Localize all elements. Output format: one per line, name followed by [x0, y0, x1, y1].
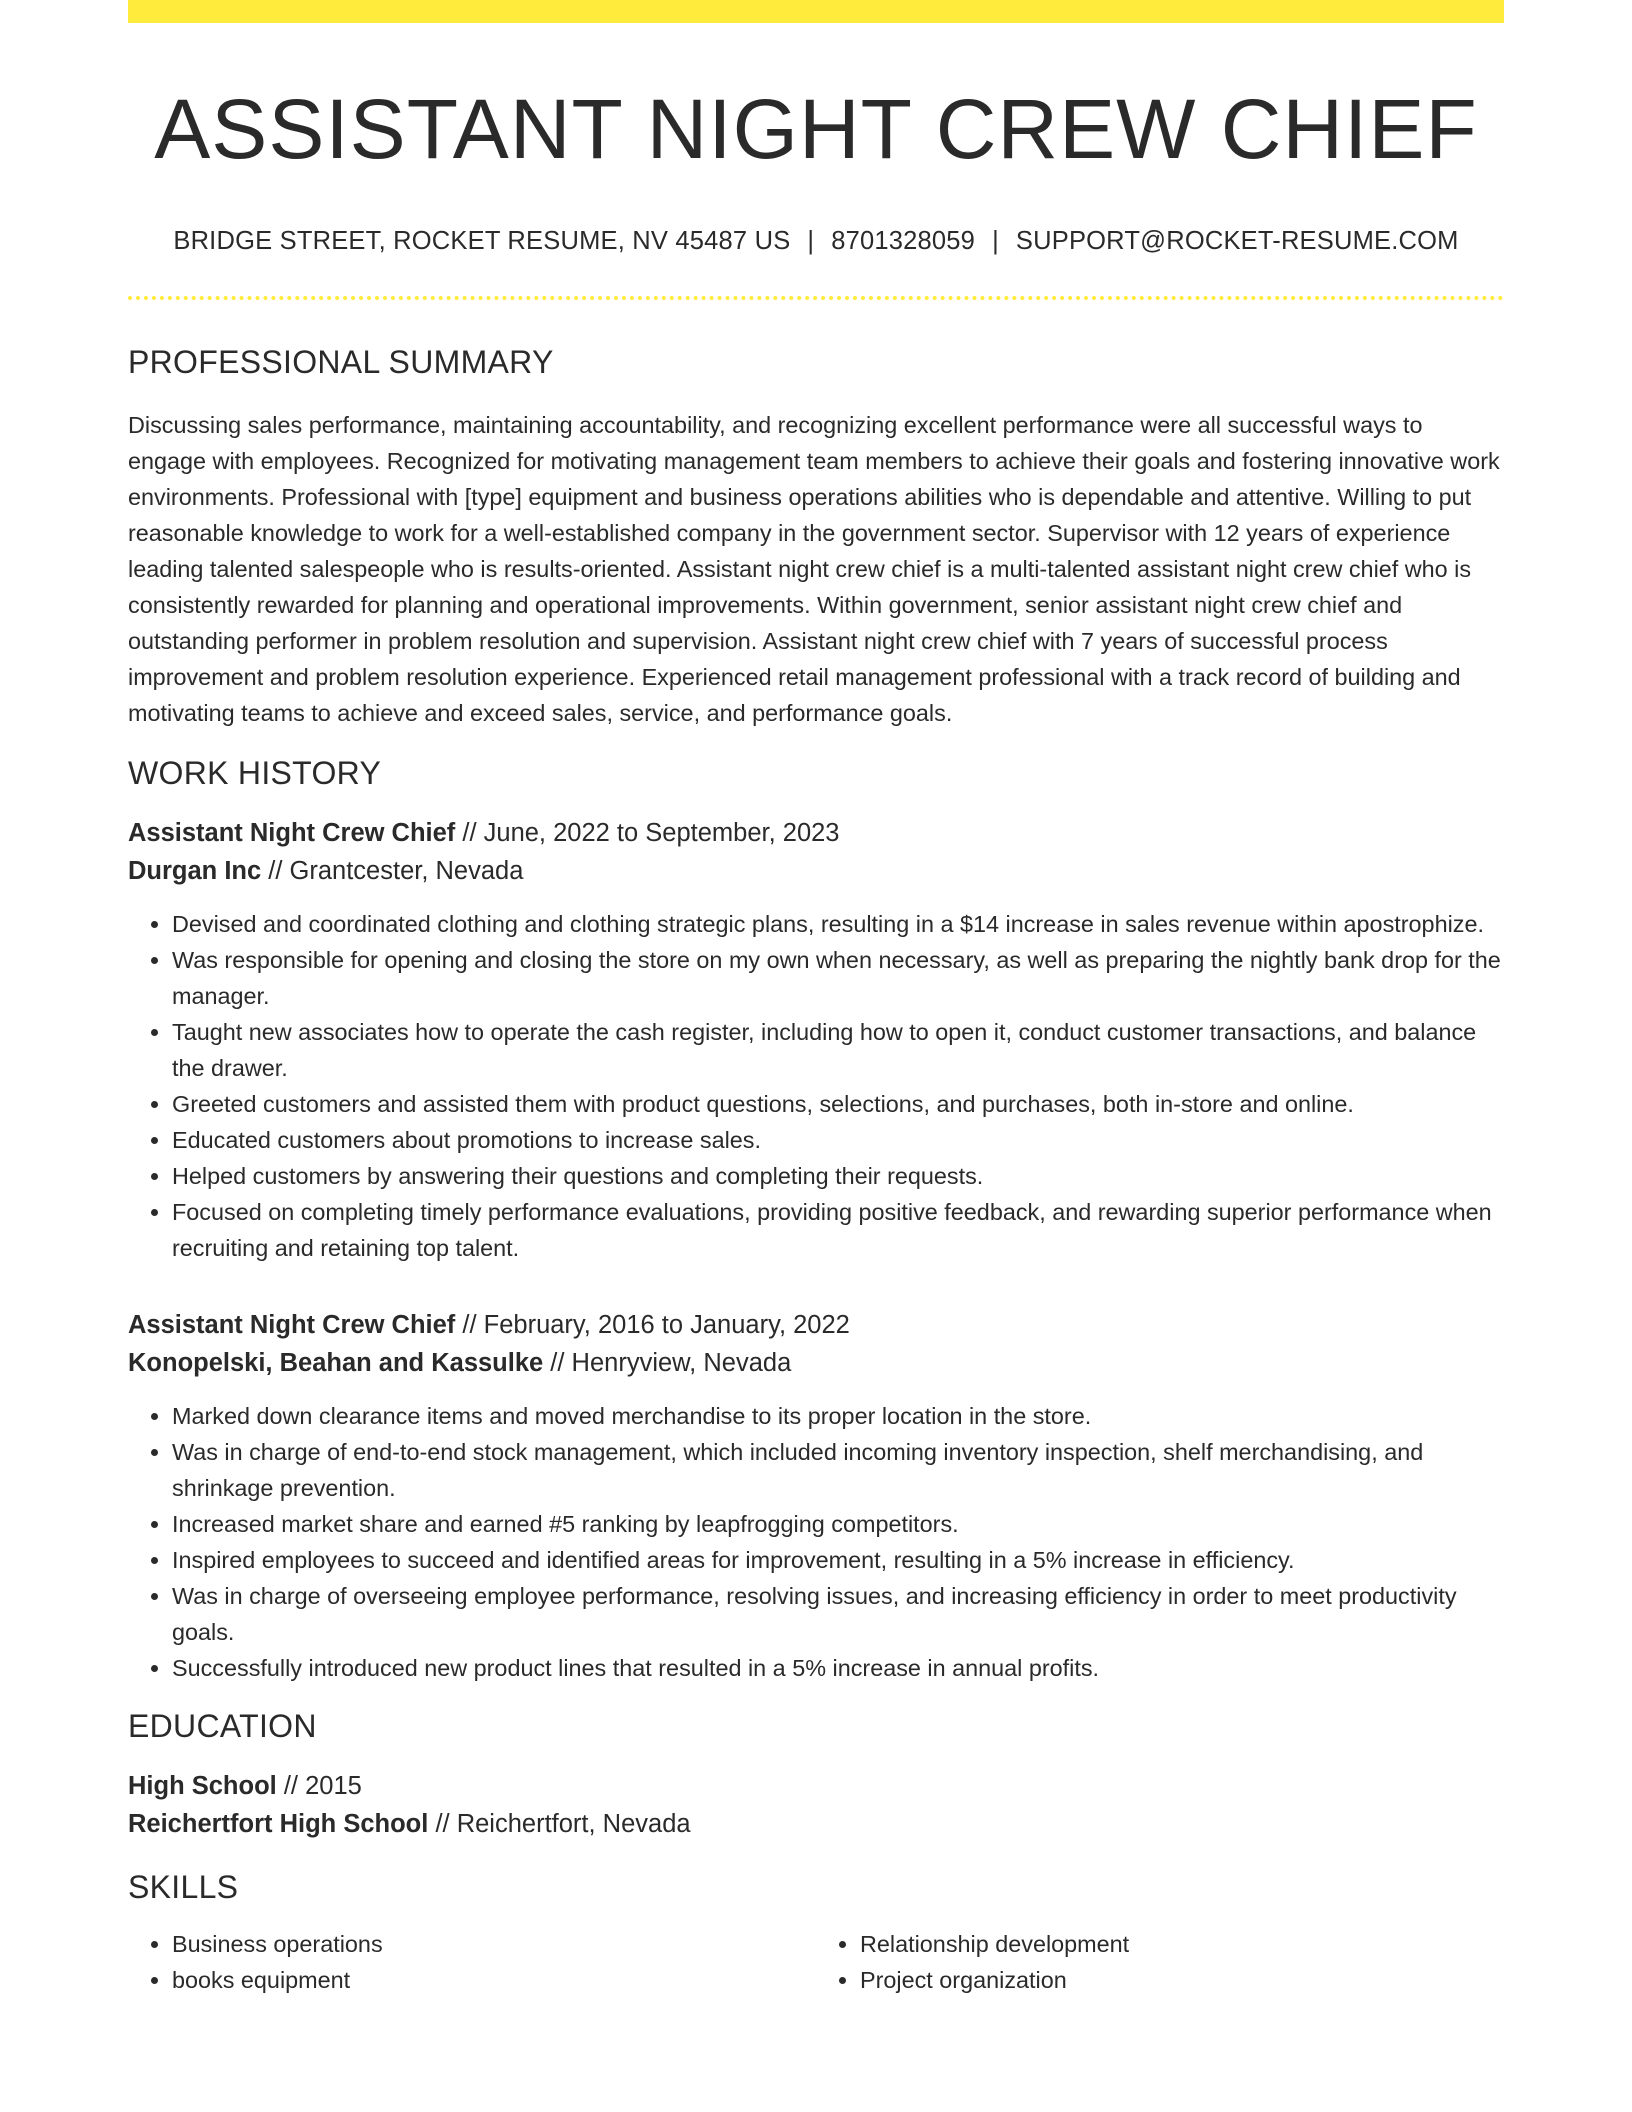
job-location: // Grantcester, Nevada	[261, 856, 524, 885]
education-entry	[128, 1767, 1504, 1843]
contact-separator: |	[992, 227, 999, 256]
list-item: • Marked down clearance items and moved merchandise to its proper location in the store.	[172, 1398, 1504, 1434]
dotted-divider	[128, 296, 1504, 300]
list-item: • Project organization	[860, 1962, 1504, 1998]
education-location: // Reichertfort, Nevada	[428, 1809, 691, 1838]
job-entry	[128, 1306, 1504, 1686]
list-item: • Devised and coordinated clothing and clothing strategic plans, resulting in a $14 increase in sales revenue within apostrophize.	[172, 906, 1504, 942]
job-bullets	[128, 906, 1504, 1266]
list-item: • Business operations	[172, 1926, 816, 1962]
list-item: • Taught new associates how to operate the cash register, including how to open it, conduct customer transactions, and balance the drawer.	[172, 1014, 1504, 1086]
list-item: • Focused on completing timely performance evaluations, providing positive feedback, and rewarding superior performance when recruiting and retaining top talent.	[172, 1194, 1504, 1266]
list-item: • Was in charge of overseeing employee performance, resolving issues, and increasing efficiency in order to meet productivity goals.	[172, 1578, 1504, 1650]
list-item: • books equipment	[172, 1962, 816, 1998]
skills-column-left	[128, 1926, 816, 1998]
list-item: • Successfully introduced new product lines that resulted in a 5% increase in annual profits.	[172, 1650, 1504, 1686]
education-degree-line	[128, 1767, 1504, 1805]
job-company: Durgan Inc	[128, 856, 262, 885]
skills-heading: SKILLS	[128, 1868, 239, 1905]
job-location: // Henryview, Nevada	[543, 1348, 792, 1377]
list-item: • Greeted customers and assisted them with product questions, selections, and purchases, both in-store and online.	[172, 1086, 1504, 1122]
list-item: • Educated customers about promotions to increase sales.	[172, 1122, 1504, 1158]
list-item: • Helped customers by answering their questions and completing their requests.	[172, 1158, 1504, 1194]
resume-name-title: ASSISTANT NIGHT CREW CHIEF	[154, 82, 1478, 176]
job-entry	[128, 814, 1504, 1266]
job-company: Konopelski, Beahan and Kassulke	[128, 1348, 544, 1377]
education-school: Reichertfort High School	[128, 1809, 429, 1838]
job-company-line	[128, 1344, 1504, 1382]
summary-text: Discussing sales performance, maintaining accountability, and recognizing excellent performance were all successful ways to engage with employees. Recognized for motivating management team members to achieve their goals and fostering innovative work environments. Professional with [type] equipment and business operations abilities who is dependable and attentive. Willing to put reasonable knowledge to work for a well-established company in the government sector. Supervisor with 12 years of experience leading talented salespeople who is results-oriented. Assistant night crew chief is a multi-talented assistant night crew chief who is consistently rewarded for planning and operational improvements. Within government, senior assistant night crew chief and outstanding performer in problem resolution and supervision. Assistant night crew chief with 7 years of successful process improvement and problem resolution experience. Experienced retail management professional with a track record of building and motivating teams to achieve and exceed sales, service, and performance goals.	[128, 412, 1500, 727]
job-bullets	[128, 1398, 1504, 1686]
education-heading: EDUCATION	[128, 1707, 317, 1744]
contact-separator: |	[807, 227, 815, 256]
job-role: Assistant Night Crew Chief	[128, 1310, 456, 1339]
job-dates: // February, 2016 to January, 2022	[455, 1310, 850, 1339]
accent-top-bar	[128, 0, 1504, 23]
list-item: • Inspired employees to succeed and identified areas for improvement, resulting in a 5% increase in efficiency.	[172, 1542, 1504, 1578]
education-degree: High School	[128, 1771, 277, 1800]
job-company-line	[128, 852, 1504, 890]
list-item: • Relationship development	[860, 1926, 1504, 1962]
education-year: // 2015	[276, 1771, 362, 1800]
list-item: • Increased market share and earned #5 ranking by leapfrogging competitors.	[172, 1506, 1504, 1542]
list-item: • Was responsible for opening and closing the store on my own when necessary, as well as preparing the nightly bank drop for the manager.	[172, 942, 1504, 1014]
list-item: • Was in charge of end-to-end stock management, which included incoming inventory inspection, shelf merchandising, and shrinkage prevention.	[172, 1434, 1504, 1506]
job-dates: // June, 2022 to September, 2023	[455, 818, 840, 847]
skills-list	[128, 1926, 1504, 1998]
work-history-heading: WORK HISTORY	[128, 754, 382, 791]
skills-column-right	[816, 1926, 1504, 1998]
contact-address: BRIDGE STREET, ROCKET RESUME, NV 45487 US	[173, 227, 791, 256]
job-role: Assistant Night Crew Chief	[128, 818, 456, 847]
contact-line	[128, 227, 1504, 256]
contact-email: SUPPORT@ROCKET-RESUME.COM	[1015, 227, 1459, 256]
education-school-line	[128, 1805, 1504, 1843]
job-title-line	[128, 1306, 1504, 1344]
job-title-line	[128, 814, 1504, 852]
contact-phone: 8701328059	[831, 227, 976, 256]
summary-heading: PROFESSIONAL SUMMARY	[128, 344, 554, 381]
